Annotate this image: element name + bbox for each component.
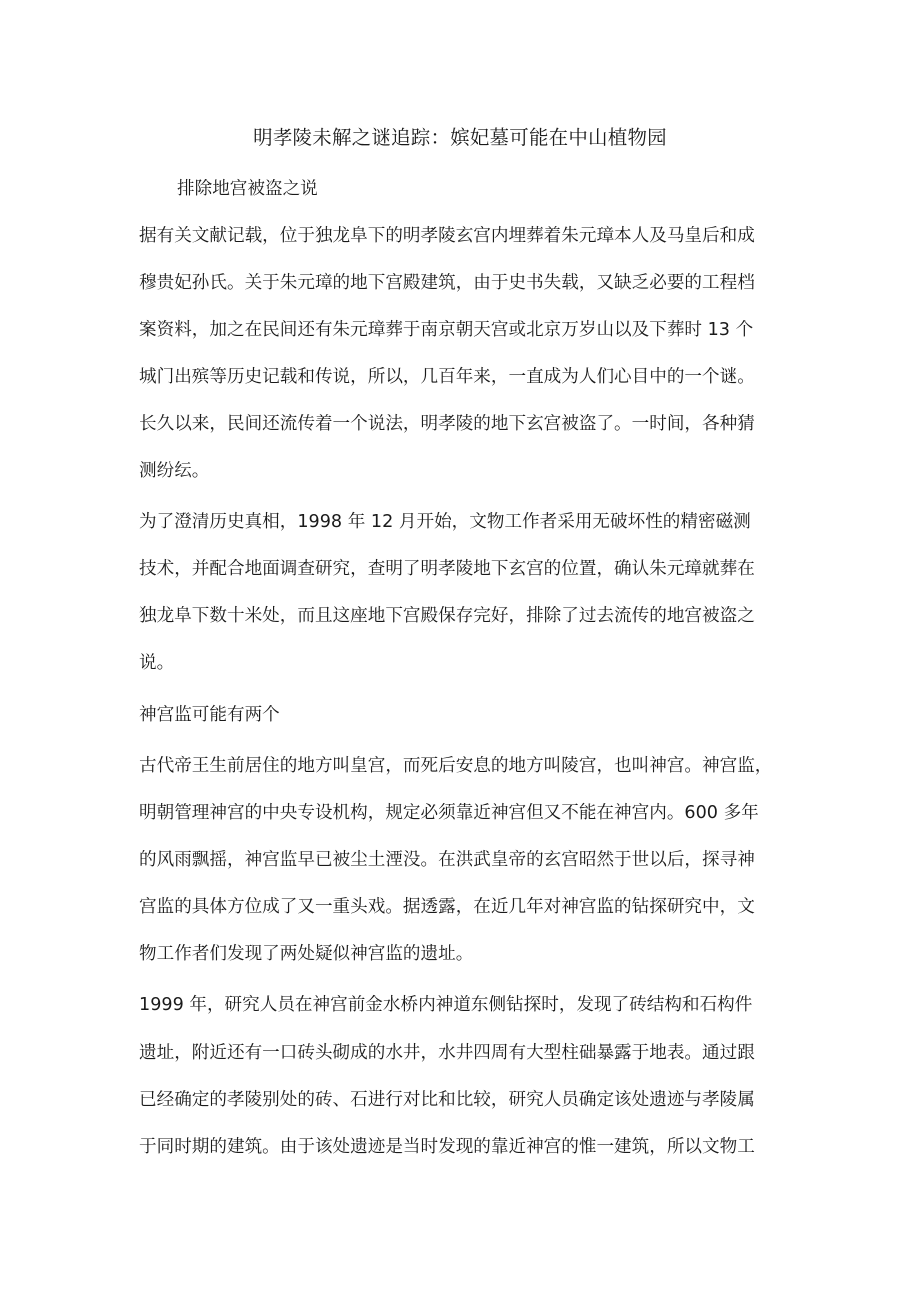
paragraph-line: 的风雨飘摇，神宫监早已被尘土湮没。在洪武皇帝的玄宫昭然于世以后，探寻神 xyxy=(139,850,755,870)
paragraph-line: 物工作者们发现了两处疑似神宫监的遗址。 xyxy=(139,944,474,964)
paragraph-line: 宫监的具体方位成了又一重头戏。据透露，在近几年对神宫监的钻探研究中，文 xyxy=(139,897,755,917)
paragraph-line: 测纷纭。 xyxy=(139,461,210,481)
paragraph-line: 据有关文献记载，位于独龙阜下的明孝陵玄宫内埋葬着朱元璋本人及马皇后和成 xyxy=(139,226,755,246)
paragraph-line: 说。 xyxy=(139,653,175,673)
paragraph-line: 独龙阜下数十米处，而且这座地下宫殿保存完好，排除了过去流传的地宫被盗之 xyxy=(139,606,755,626)
section-heading-shengongjian: 神宫监可能有两个 xyxy=(139,705,280,725)
paragraph-line: 1999 年，研究人员在神宫前金水桥内神道东侧钻探时，发现了砖结构和石构件 xyxy=(139,995,753,1015)
paragraph-line: 为了澄清历史真相，1998 年 12 月开始，文物工作者采用无破坏性的精密磁测 xyxy=(139,512,751,532)
paragraph-line: 古代帝王生前居住的地方叫皇宫，而死后安息的地方叫陵宫，也叫神宫。神宫监， xyxy=(139,756,773,776)
paragraph-line: 明朝管理神宫的中央专设机构，规定必须靠近神宫但又不能在神宫内。600 多年 xyxy=(139,803,759,823)
paragraph-line: 于同时期的建筑。由于该处遗迹是当时发现的靠近神宫的惟一建筑，所以文物工 xyxy=(139,1137,755,1157)
paragraph-line: 长久以来，民间还流传着一个说法，明孝陵的地下玄宫被盗了。一时间，各种猜 xyxy=(139,414,755,434)
paragraph-line: 城门出殡等历史记载和传说，所以，几百年来，一直成为人们心目中的一个谜。 xyxy=(139,367,755,387)
paragraph-line: 已经确定的孝陵别处的砖、石进行对比和比较，研究人员确定该处遗迹与孝陵属 xyxy=(139,1090,755,1110)
paragraph-line: 案资料，加之在民间还有朱元璋葬于南京朝天宫或北京万岁山以及下葬时 13 个 xyxy=(139,320,754,340)
document-title: 明孝陵未解之谜追踪：嫔妃墓可能在中山植物园 xyxy=(253,126,667,149)
section-heading-tomb-theft: 排除地宫被盗之说 xyxy=(177,179,318,199)
paragraph-line: 技术，并配合地面调查研究，查明了明孝陵地下玄宫的位置，确认朱元璋就葬在 xyxy=(139,559,755,579)
paragraph-line: 遗址，附近还有一口砖头砌成的水井，水井四周有大型柱础暴露于地表。通过跟 xyxy=(139,1043,755,1063)
paragraph-line: 穆贵妃孙氏。关于朱元璋的地下宫殿建筑，由于史书失载，又缺乏必要的工程档 xyxy=(139,273,755,293)
